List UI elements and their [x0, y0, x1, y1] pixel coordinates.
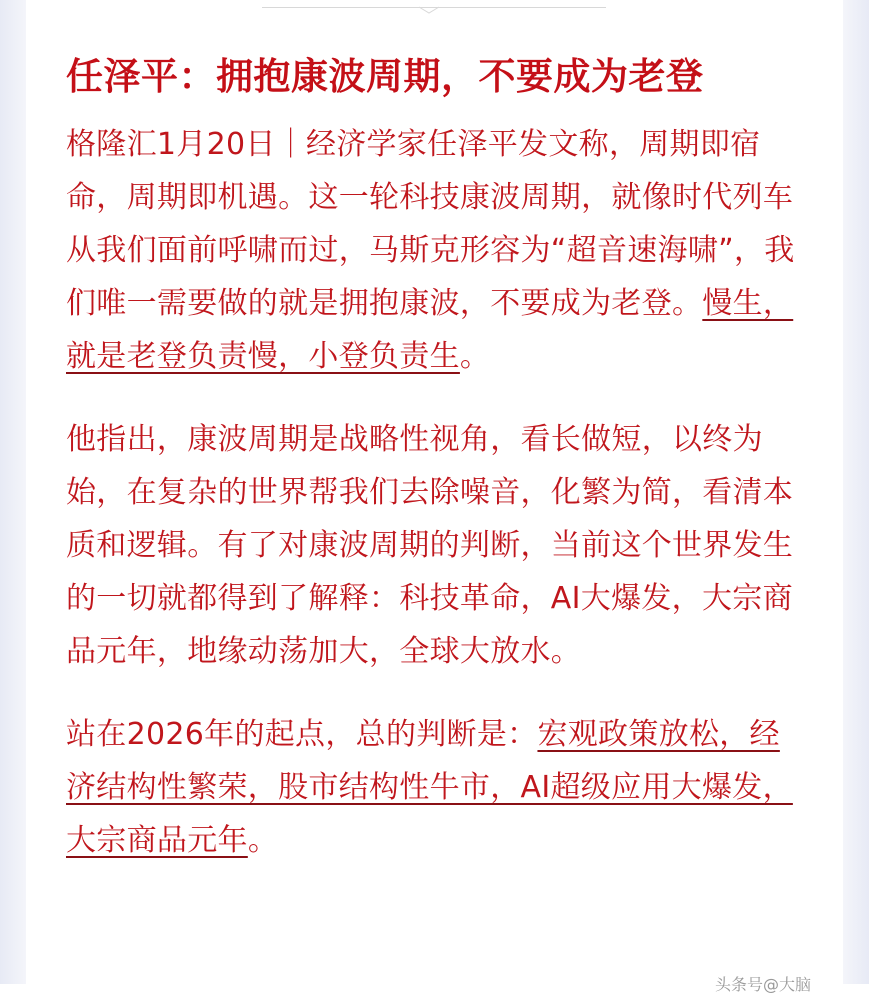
article-paragraph-3: [66, 708, 806, 867]
chevron-down-icon: [417, 1, 441, 13]
paragraph-text: 。: [247, 823, 279, 858]
paragraph-text: 格隆汇1月20日｜经济学家任泽平发文称，周期即宿命，周期即机遇。这一轮科技康波周期，就像时代列车从我们面前呼啸而过，马斯克形容为“超音速海啸”，我们唯一需要做的就是拥抱康波，不要成为老登。: [66, 127, 795, 321]
underlined-highlight: 宏观政策放松，经济结构性繁荣，股市结构性牛市，AI超级应用大爆发，大宗商品元年: [66, 717, 793, 858]
article-paragraph-1: [66, 118, 806, 383]
paragraph-text: 。: [459, 339, 491, 374]
cropped-footer-text: 头条号@大脑: [714, 975, 811, 994]
article-paragraph-2: [66, 413, 806, 678]
left-page-margin: [0, 0, 26, 984]
paragraph-text: 站在2026年的起点，总的判断是：: [66, 717, 538, 752]
right-page-margin: [843, 0, 869, 984]
article-title: 任泽平：拥抱康波周期，不要成为老登: [66, 54, 704, 98]
paragraph-text: 他指出，康波周期是战略性视角，看长做短，以终为始，在复杂的世界帮我们去除噪音，化繁为简，看清本质和逻辑。有了对康波周期的判断，当前这个世界发生的一切就都得到了解释：科技革命，AI大爆发，大宗商品元年，地缘动荡加大，全球大放水。: [66, 422, 794, 669]
article-body: [66, 44, 806, 867]
underlined-highlight: 慢生，就是老登负责慢，小登负责生: [66, 286, 794, 374]
